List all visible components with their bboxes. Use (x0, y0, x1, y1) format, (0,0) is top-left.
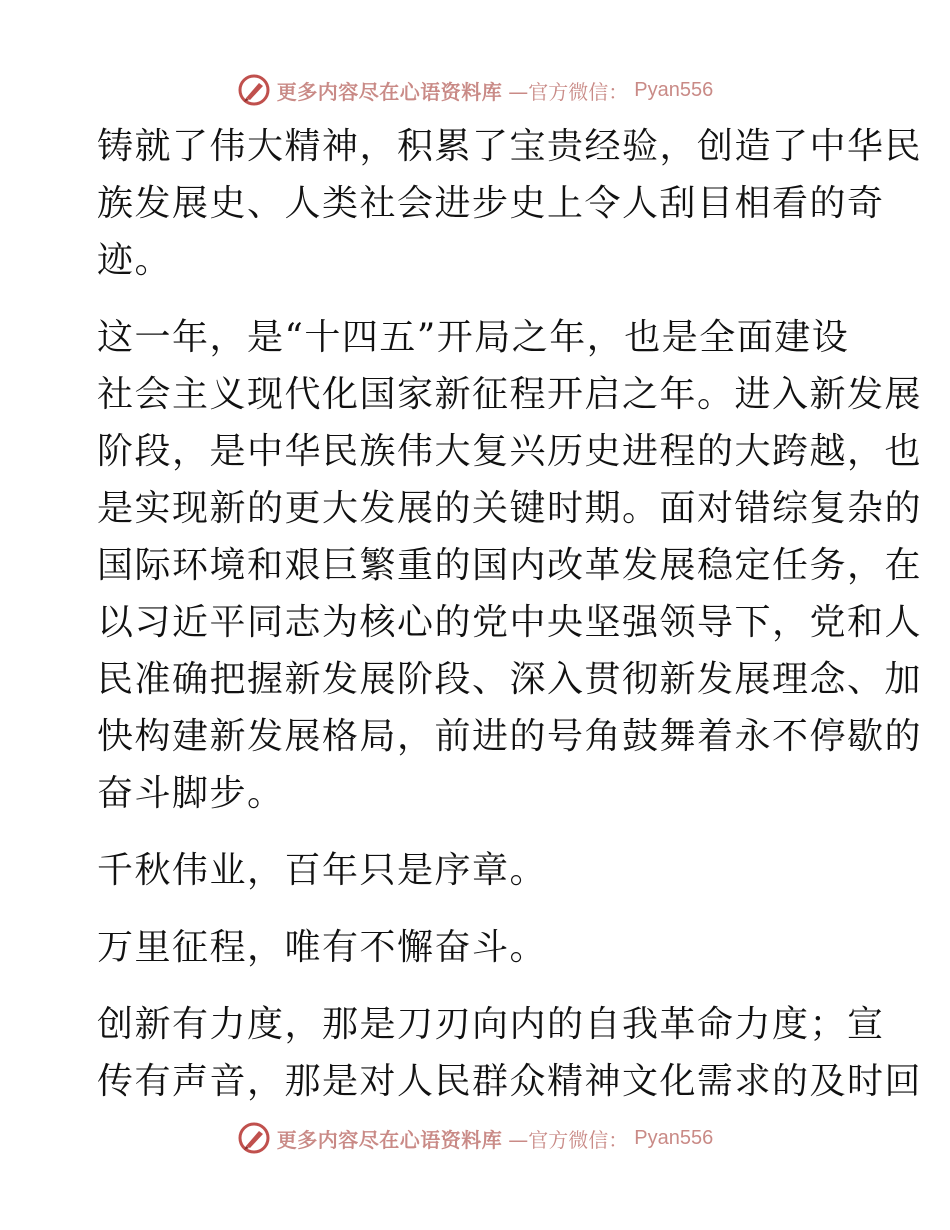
header-watermark (0, 70, 950, 110)
watermark-separator: —官方微信： (508, 79, 629, 104)
text-line: 千秋伟业，百年只是序章。 (97, 850, 548, 891)
text-line: 民准确把握新发展阶段、深入贯彻新发展理念、加 (97, 659, 923, 700)
text-line: 阶段，是中华民族伟大复兴历史进程的大跨越，也 (97, 431, 923, 472)
pen-logo-icon (237, 73, 271, 107)
watermark-wechat-id: Pyan556 (634, 78, 714, 101)
text-line: 快构建新发展格局，前进的号角鼓舞着永不停歇的 (97, 716, 923, 757)
text-line: 这一年，是“十四五”开局之年，也是全面建设 (97, 317, 850, 358)
paragraph (97, 842, 857, 899)
text-line: 是实现新的更大发展的关键时期。面对错综复杂的 (97, 488, 923, 529)
watermark-wechat-id: Pyan556 (634, 1126, 714, 1149)
watermark-text: 更多内容尽在心语资料库 (276, 79, 503, 104)
watermark-text: 更多内容尽在心语资料库 (276, 1127, 503, 1152)
watermark-separator: —官方微信： (508, 1127, 629, 1152)
text-line: 铸就了伟大精神，积累了宝贵经验，创造了中华民 (97, 126, 923, 167)
pen-logo-icon (237, 1121, 271, 1155)
text-line: 迹。 (97, 240, 173, 281)
paragraph (97, 309, 923, 822)
text-line: 族发展史、人类社会进步史上令人刮目相看的奇 (97, 183, 885, 224)
document-body (97, 118, 923, 1130)
text-line: 社会主义现代化国家新征程开启之年。进入新发展 (97, 374, 923, 415)
footer-watermark (0, 1118, 950, 1158)
text-line: 传有声音，那是对人民群众精神文化需求的及时回 (97, 1061, 923, 1102)
text-line: 创新有力度，那是刀刃向内的自我革命力度；宣 (97, 1004, 885, 1045)
text-line: 奋斗脚步。 (97, 773, 285, 814)
text-line: 以习近平同志为核心的党中央坚强领导下，党和人 (97, 602, 923, 643)
paragraph (97, 118, 923, 289)
text-line: 万里征程，唯有不懈奋斗。 (97, 927, 548, 968)
text-line: 国际环境和艰巨繁重的国内改革发展稳定任务，在 (97, 545, 923, 586)
paragraph (97, 996, 923, 1110)
paragraph (97, 919, 857, 976)
